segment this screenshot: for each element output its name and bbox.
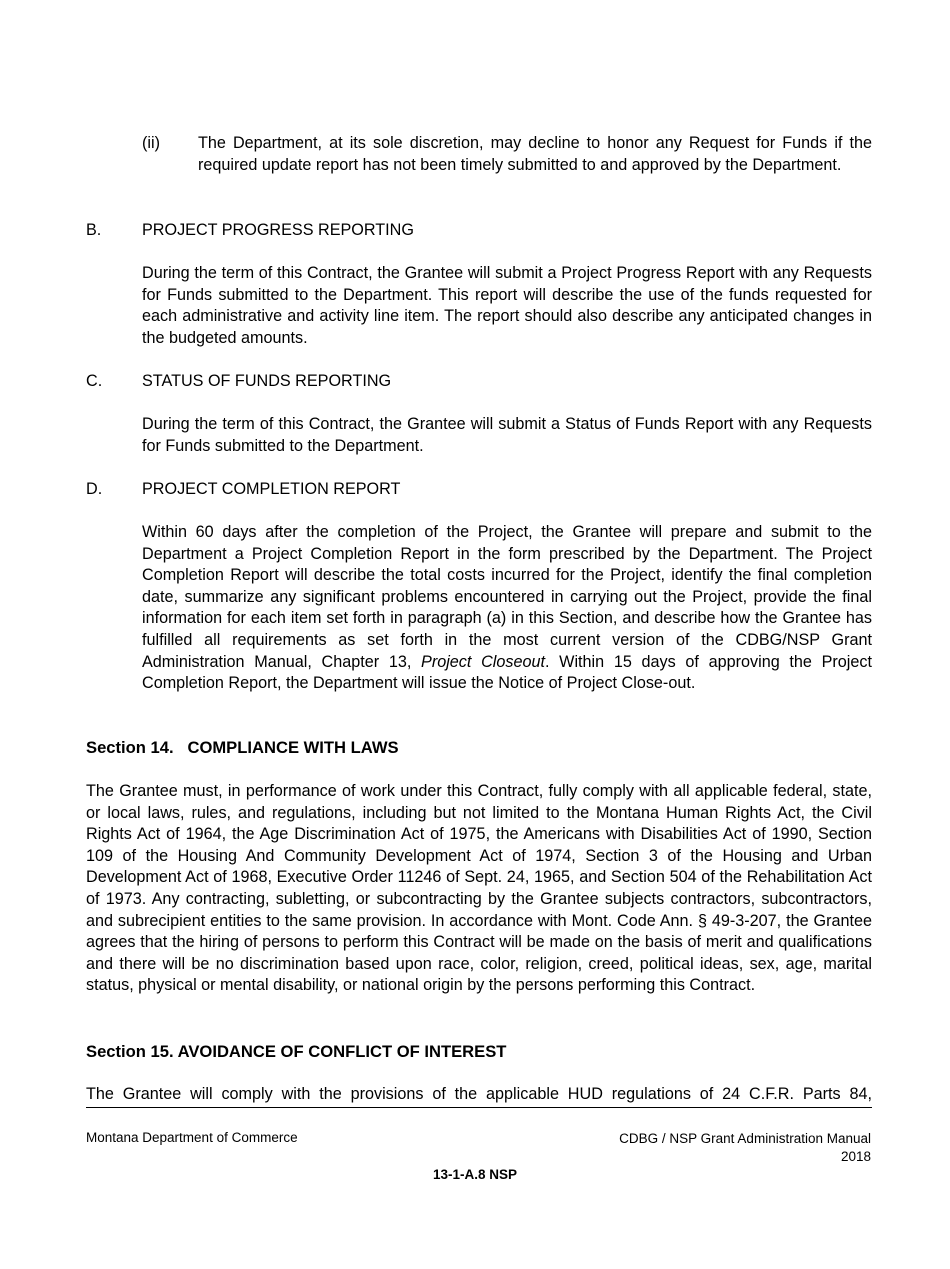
heading-title: STATUS OF FUNDS REPORTING	[142, 372, 392, 390]
heading-letter: D.	[86, 480, 103, 498]
list-item-ii	[142, 133, 872, 176]
heading-c	[86, 371, 391, 393]
paragraph-d-text-end: . Within 15 days of approving the Project Completion Report, the Department will issue the Notice of Project Close-out.	[142, 652, 872, 693]
heading-letter: C.	[86, 372, 103, 390]
heading-b	[86, 220, 414, 242]
section-14-heading	[86, 737, 399, 759]
heading-title: PROJECT COMPLETION REPORT	[142, 480, 401, 498]
footer-organization: Montana Department of Commerce	[86, 1130, 298, 1145]
list-item-text: The Department, at its sole discretion, may decline to honor any Request for Funds if the required update report has not been timely submitted to and approved by the Department.	[198, 134, 872, 174]
section-14-label: Section 14.	[86, 738, 174, 757]
footer-year: 2018	[840, 1149, 871, 1164]
section-15-heading: Section 15. AVOIDANCE OF CONFLICT OF INTEREST	[86, 1042, 507, 1061]
paragraph-b: During the term of this Contract, the Grantee will submit a Project Progress Report with any Requests for Funds submitted to the Department. This report will describe the use of the funds requested for each administrative and activity line item. The report should also describe any anticipated changes in the budgeted amounts.	[142, 264, 872, 347]
footer-manual-name: CDBG / NSP Grant Administration Manual	[619, 1131, 871, 1146]
heading-d	[86, 479, 400, 501]
heading-letter: B.	[86, 221, 102, 239]
paragraph-c: During the term of this Contract, the Grantee will submit a Status of Funds Report with any Requests for Funds submitted to the Department.	[142, 415, 872, 455]
footer-page-number: 13-1-A.8 NSP	[432, 1167, 518, 1182]
footer-manual-title	[619, 1130, 871, 1166]
paragraph-d	[142, 522, 872, 695]
section-14-title: COMPLIANCE WITH LAWS	[187, 738, 399, 757]
heading-title: PROJECT PROGRESS REPORTING	[142, 221, 414, 239]
list-item-number: (ii)	[142, 134, 160, 152]
section-14-paragraph: The Grantee must, in performance of work under this Contract, fully comply with all applicable federal, state, or local laws, rules, and regulations, including but not limited to the Montana Human Rights Act, the Civil Rights Act of 1964, the Age Discrimination Act of 1975, the Americans with Disabilities Act of 1990, Section 109 of the Housing And Community Development Act of 1974, Section 3 of the Housing and Urban Development Act of 1968, Executive Order 11246 of Sept. 24, 1965, and Section 504 of the Rehabilitation Act of 1973. Any contracting, subletting, or subcontracting by the Grantee subjects contractors, subcontractors, and subrecipient entities to the same provision. In accordance with Mont. Code Ann. § 49-3-207, the Grantee agrees that the hiring of persons to perform this Contract will be made on the basis of merit and qualifications and there will be no discrimination based upon race, color, religion, creed, political ideas, sex, age, marital status, physical or mental disability, or national origin by the persons performing this Contract.	[86, 782, 872, 995]
paragraph-d-text: Within 60 days after the completion of the Project, the Grantee will prepare and submit to the Department a Project Completion Report in the form prescribed by the Department. The Project Completion Report will describe the total costs incurred for the Project, identify the final completion date, summarize any significant problems encountered in carrying out the Project, provide the final information for each item set forth in paragraph (a) in this Section, and describe how the Grantee has fulfilled all requirements as set forth in the most current version of the CDBG/NSP Grant Administration Manual, Chapter 13,	[142, 523, 872, 671]
paragraph-d-italic: Project Closeout	[421, 652, 545, 671]
section-15-paragraph: The Grantee will comply with the provisions of the applicable HUD regulations of 24 C.F.R. Parts 84,	[86, 1084, 872, 1108]
